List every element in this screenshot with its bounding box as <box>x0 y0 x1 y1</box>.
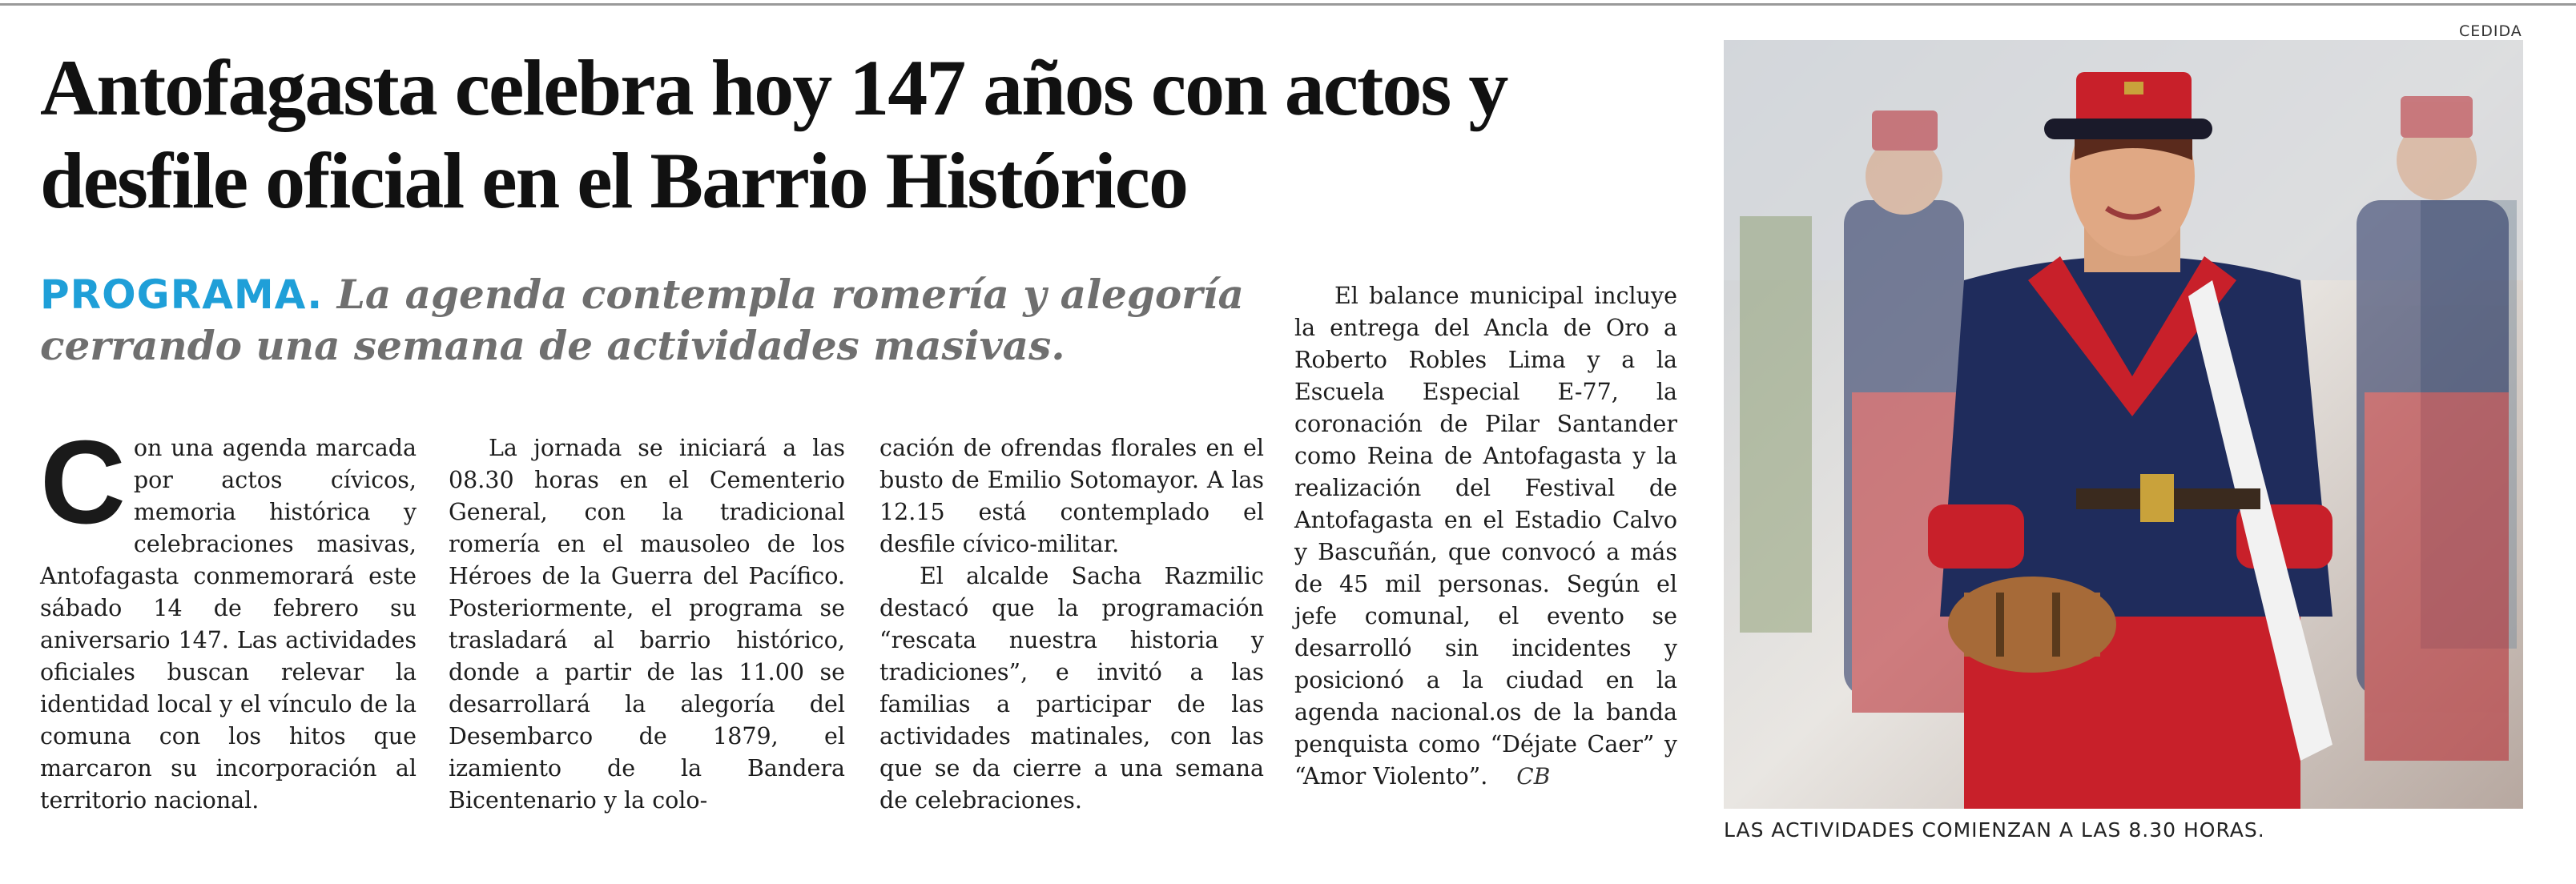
column-2-text: La jornada se iniciará a las 08.30 horas en el Cementerio General, con la tradicional romería en el mausoleo de los Héroes de la Guerra del Pacífico. Posteriormente, el programa se trasladará al barrio histórico, donde a partir de las 11.00 se desarrollará la alegoría del Desembarco de 1879, el izamiento de la Bandera Bicentenario y la colo- <box>449 435 845 814</box>
article-column-4 <box>1294 280 1677 793</box>
article-column-3 <box>879 432 1264 817</box>
dropcap: C <box>40 416 126 548</box>
photo-caption: LAS ACTIVIDADES COMIENZAN A LAS 8.30 HORAS. <box>1724 818 2265 842</box>
article-column-1 <box>40 416 417 817</box>
column-4-text <box>1294 280 1677 793</box>
headline: Antofagasta celebra hoy 147 años con actos y desfile oficial en el Barrio Histórico <box>40 43 1507 225</box>
deck-text: La agenda contempla romería y alegoría cerrando una semana de actividades masivas. <box>40 271 1244 369</box>
column-4-body: El balance municipal incluye la entrega del Ancla de Oro a Roberto Robles Lima y a la Escuela Especial E-77, la coronación de Pilar Santander como Reina de Antofagasta y la realización del Festival de Antofagasta en el Estadio Calvo y Bascuñán, que convocó a más de 45 mil personas. Según el jefe comunal, el evento se desarrolló sin incidentes y posicionó a la ciudad en la agenda nacional.os de la banda penquista como “Déjate Caer” y “Amor Violento”. <box>1294 283 1677 790</box>
article-column-2 <box>449 432 845 817</box>
photo-credit: CEDIDA <box>2459 22 2522 40</box>
column-3-paragraph-1: cación de ofrendas florales en el busto de Emilio Sotomayor. A las 12.15 está contemplado el desfile cívico-militar. <box>879 435 1264 557</box>
deck-label: PROGRAMA. <box>40 271 324 318</box>
top-rule <box>0 3 2576 6</box>
end-mark: CB <box>1516 763 1551 790</box>
parade-photo <box>1724 40 2523 809</box>
column-3-paragraph-2: El alcalde Sacha Razmilic destacó que la programación “rescata nuestra historia y tradiciones”, e invitó a las familias a participar de las actividades matinales, con las que se da cierre a una semana de celebraciones. <box>879 563 1264 814</box>
deck <box>40 269 1290 372</box>
column-1-text: on una agenda marcada por actos cívicos, memoria histórica y celebraciones masivas, Antofagasta conmemorará este sábado 14 de febrero su aniversario 147. Las actividades oficiales buscan relevar la identidad local y el vínculo de la comuna con los hitos que marcaron su incorporación al territorio nacional. <box>40 435 417 814</box>
parade-illustration <box>1724 40 2523 809</box>
